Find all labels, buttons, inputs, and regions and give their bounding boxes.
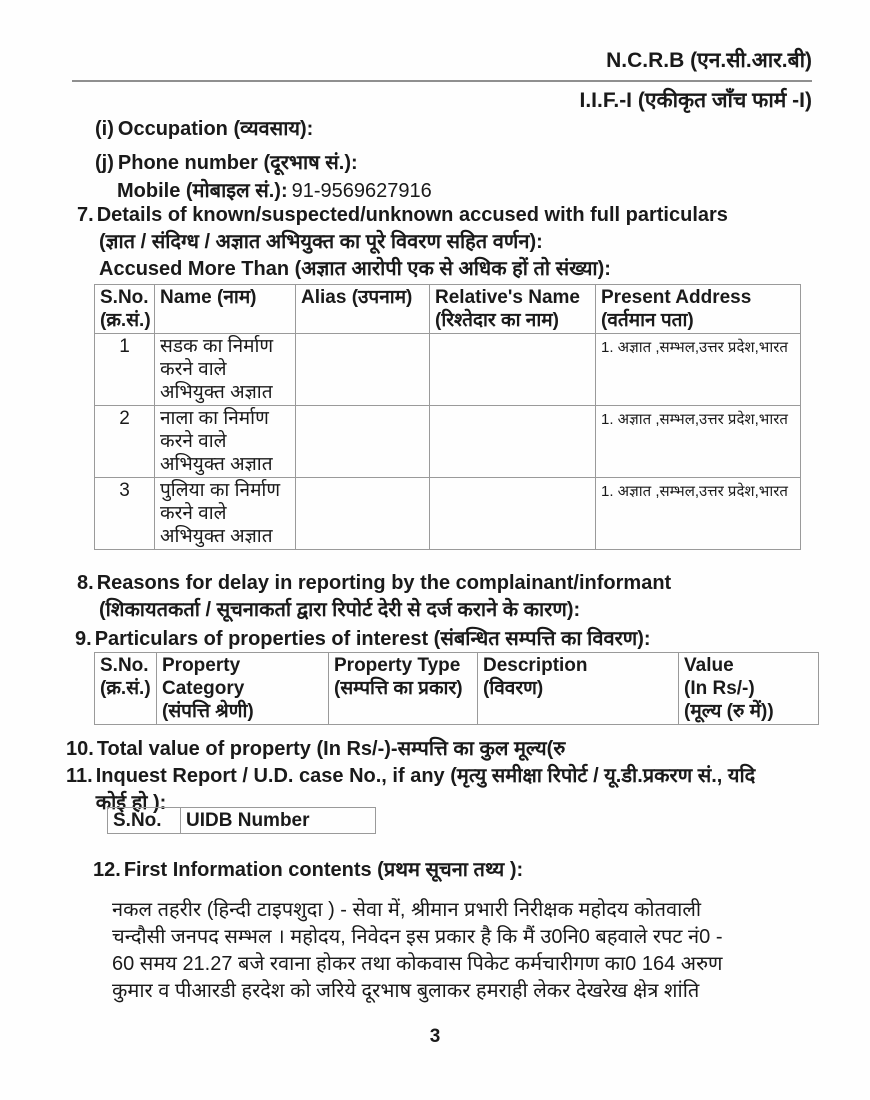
uidb-header-sno: S.No. <box>108 808 181 834</box>
property-header-type-line1: Property Type <box>334 655 461 676</box>
fir-contents-paragraph <box>112 897 807 1005</box>
header-divider <box>72 80 812 82</box>
section-10-heading <box>66 736 816 763</box>
accused-row2-alias <box>296 406 430 478</box>
section-8-title: Reasons for delay in reporting by the complainant/informant <box>96 572 672 594</box>
accused-header-relative <box>430 285 596 334</box>
property-header-type <box>329 653 478 725</box>
section-11-title-line2: कोई हो ): <box>95 792 167 814</box>
accused-table-row <box>95 406 801 478</box>
accused-row3-name <box>155 478 296 550</box>
section-9-heading <box>75 626 815 653</box>
section-9-title: Particulars of properties of interest (संबन्धित सम्पत्ति का विवरण): <box>94 628 651 650</box>
section-7-title: Details of known/suspected/unknown accused with full particulars <box>96 204 728 226</box>
property-header-type-line2: (सम्पत्ति का प्रकार) <box>334 678 463 699</box>
accused-header-name-line1: Name (नाम) <box>160 287 257 308</box>
accused-header-alias <box>296 285 430 334</box>
accused-row1-sno: 1 <box>95 334 155 406</box>
accused-row2-name-line2: करने वाले <box>160 431 227 452</box>
section-7-accused-more-than: Accused More Than (अज्ञात आरोपी एक से अधिक हों तो संख्या): <box>99 258 611 280</box>
header-form-title: I.I.F.-I (एकीकृत जाँच फार्म -I) <box>579 89 812 112</box>
accused-row2-name <box>155 406 296 478</box>
accused-header-sno <box>95 285 155 334</box>
accused-header-relative-line1: Relative's Name <box>435 287 580 308</box>
property-header-description <box>478 653 679 725</box>
accused-row3-name-line2: करने वाले <box>160 503 227 524</box>
accused-row3-name-line3: अभियुक्त अज्ञात <box>160 526 273 547</box>
accused-header-sno-line1: S.No. <box>100 287 149 308</box>
property-table <box>94 652 819 725</box>
accused-row3-alias <box>296 478 430 550</box>
accused-row2-name-line3: अभियुक्त अज्ञात <box>160 454 273 475</box>
accused-row3-name-line1: पुलिया का निर्माण <box>160 480 281 501</box>
section-8-number: 8. <box>77 572 94 594</box>
accused-row2-address: 1. अज्ञात ,सम्भल,उत्तर प्रदेश,भारत <box>596 406 801 478</box>
property-header-category <box>157 653 329 725</box>
accused-row1-name-line2: करने वाले <box>160 359 227 380</box>
section-12-title: First Information contents (प्रथम सूचना तथ्य ): <box>123 859 524 881</box>
property-table-header-row <box>95 653 819 725</box>
section-11-title-line1: Inquest Report / U.D. case No., if any (मृत्यु समीक्षा रिपोर्ट / यू.डी.प्रकरण सं., यदि <box>95 765 756 787</box>
section-10-number: 10. <box>66 738 94 760</box>
accused-row1-alias <box>296 334 430 406</box>
field-phone-index: (j) <box>95 152 114 174</box>
accused-row1-relative <box>430 334 596 406</box>
accused-table <box>94 284 801 550</box>
accused-row1-name-line1: सडक का निर्माण <box>160 336 274 357</box>
uidb-table <box>107 807 376 834</box>
property-header-value-line2: (In Rs/-) <box>684 678 755 699</box>
accused-header-alias-line1: Alias (उपनाम) <box>301 287 413 308</box>
property-header-sno <box>95 653 157 725</box>
section-8-heading <box>77 570 797 597</box>
property-header-sno-line2: (क्र.सं.) <box>100 678 151 699</box>
accused-row3-sno: 3 <box>95 478 155 550</box>
header-org-title: N.C.R.B (एन.सी.आर.बी) <box>606 49 812 72</box>
accused-table-row <box>95 478 801 550</box>
field-occupation <box>95 116 313 142</box>
fir-contents-line4: कुमार व पीआरडी हरदेश को जरिये दूरभाष बुलाकर हमराही लेकर देखरेख क्षेत्र शांति <box>112 980 700 1002</box>
section-11-number: 11. <box>66 765 93 787</box>
section-12-number: 12. <box>93 859 121 881</box>
property-header-category-line1: Property <box>162 655 241 676</box>
accused-header-address-line2: (वर्तमान पता) <box>601 310 694 331</box>
section-7-number: 7. <box>77 204 94 226</box>
field-occupation-index: (i) <box>95 118 114 140</box>
section-7-subtitle: (ज्ञात / संदिग्ध / अज्ञात अभियुक्त का पूरे विवरण सहित वर्णन): <box>99 231 543 253</box>
field-phone-label: Phone number (दूरभाष सं.): <box>117 152 358 174</box>
page-number: 3 <box>429 1026 441 1047</box>
accused-table-row <box>95 334 801 406</box>
accused-header-sno-line2: (क्र.सं.) <box>100 310 151 331</box>
property-header-description-line1: Description <box>483 655 588 676</box>
accused-row2-name-line1: नाला का निर्माण <box>160 408 269 429</box>
uidb-header-number: UIDB Number <box>181 808 376 834</box>
property-header-description-line2: (विवरण) <box>483 678 544 699</box>
accused-row2-relative <box>430 406 596 478</box>
accused-table-header-row <box>95 285 801 334</box>
accused-row1-name-line3: अभियुक्त अज्ञात <box>160 382 273 403</box>
accused-row3-relative <box>430 478 596 550</box>
property-header-value-line1: Value <box>684 655 734 676</box>
property-header-value <box>679 653 819 725</box>
uidb-table-header-row <box>108 808 376 834</box>
property-header-sno-line1: S.No. <box>100 655 149 676</box>
fir-contents-line2: चन्दौसी जनपद सम्भल । महोदय, निवेदन इस प्रकार है कि मैं उ0नि0 बहवाले रपट नं0 - <box>112 926 723 948</box>
field-mobile <box>117 178 432 204</box>
field-mobile-value: 91-9569627916 <box>291 180 432 202</box>
accused-row1-name <box>155 334 296 406</box>
accused-row3-address: 1. अज्ञात ,सम्भल,उत्तर प्रदेश,भारत <box>596 478 801 550</box>
accused-row1-address: 1. अज्ञात ,सम्भल,उत्तर प्रदेश,भारत <box>596 334 801 406</box>
accused-header-relative-line2: (रिश्तेदार का नाम) <box>435 310 559 331</box>
property-header-value-line3: (मूल्य (रु में)) <box>684 701 774 722</box>
field-occupation-label: Occupation (व्यवसाय): <box>117 118 314 140</box>
accused-header-address <box>596 285 801 334</box>
field-phone <box>95 150 358 176</box>
section-8-subtitle: (शिकायतकर्ता / सूचनाकर्ता द्वारा रिपोर्ट देरी से दर्ज कराने के कारण): <box>99 599 581 621</box>
property-header-category-line3: (संपत्ति श्रेणी) <box>162 701 254 722</box>
accused-header-address-line1: Present Address <box>601 287 752 308</box>
property-header-category-line2: Category <box>162 678 245 699</box>
section-9-number: 9. <box>75 628 92 650</box>
field-mobile-label: Mobile (मोबाइल सं.): <box>117 180 288 202</box>
section-12-heading <box>93 857 813 884</box>
fir-contents-line1: नकल तहरीर (हिन्दी टाइपशुदा ) - सेवा में, श्रीमान प्रभारी निरीक्षक महोदय कोतवाली <box>112 899 702 921</box>
fir-contents-line3: 60 समय 21.27 बजे रवाना होकर तथा कोकवास पिकेट कर्मचारीगण का0 164 अरुण <box>112 953 723 975</box>
accused-row2-sno: 2 <box>95 406 155 478</box>
section-10-title: Total value of property (In Rs/-)-सम्पत्ति का कुल मूल्य(रु <box>96 738 566 760</box>
accused-header-name <box>155 285 296 334</box>
section-7-heading <box>77 202 797 229</box>
